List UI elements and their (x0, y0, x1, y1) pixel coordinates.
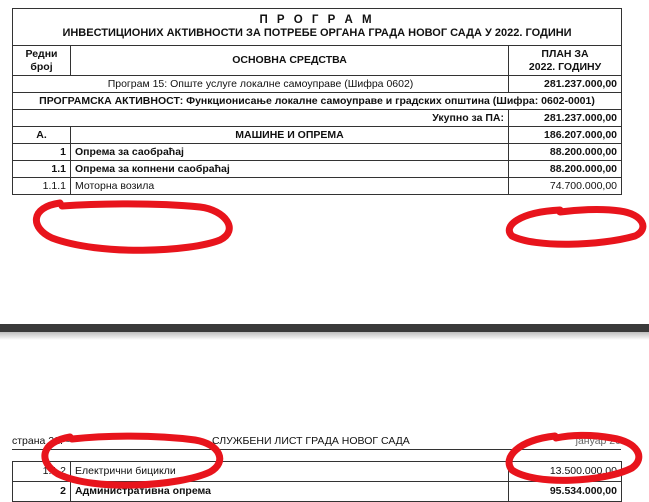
title-line-2: ИНВЕСТИЦИОНИХ АКТИВНОСТИ ЗА ПОТРЕБЕ ОРГАНА ГРАДА НОВОГ САДА У 2022. ГОДИНИ (62, 27, 572, 39)
row-value: 74.700.000,00 (509, 178, 622, 195)
table-row (13, 482, 622, 502)
row-number: 1.1.1 (13, 178, 71, 195)
table-row (13, 127, 622, 144)
total-label: Укупно за ПА: (13, 110, 509, 127)
col-header-number-line2: број (30, 60, 53, 73)
row-value: 186.207.000,00 (509, 127, 622, 144)
page2-header (12, 433, 621, 450)
row-value: 88.200.000,00 (509, 161, 622, 178)
row-number: А. (13, 127, 71, 144)
row-name: Моторна возила (71, 178, 509, 195)
continued-table (12, 461, 622, 502)
row-value: 95.534.000,00 (509, 482, 622, 502)
investment-program-table (12, 8, 622, 195)
total-row (13, 110, 622, 127)
row-name: Електрични бицикли (71, 462, 509, 482)
row-value: 88.200.000,00 (509, 144, 622, 161)
table-row (13, 462, 622, 482)
activity-row (13, 93, 622, 110)
table-row (13, 144, 622, 161)
total-value: 281.237.000,00 (509, 110, 622, 127)
row-value: 13.500.000,00 (509, 462, 622, 482)
page-divider (0, 324, 649, 332)
table-header-row (13, 46, 622, 76)
table-row (13, 161, 622, 178)
row-name: Опрема за копнени саобраћај (71, 161, 509, 178)
table-row (13, 178, 622, 195)
page-divider-shadow (0, 332, 649, 340)
row-number: 1.1.2 (13, 462, 71, 482)
journal-title: СЛУЖБЕНИ ЛИСТ ГРАДА НОВОГ САДА (212, 435, 410, 447)
col-header-plan-line2: 2022. ГОДИНУ (528, 60, 602, 73)
title-line-1: П Р О Г Р А М (259, 14, 375, 26)
page-number: страна 22. – (12, 435, 72, 447)
program-label: Програм 15: Опште услуге локалне самоуправе (Шифра 0602) (13, 76, 509, 93)
row-name: МАШИНЕ И ОПРЕМА (71, 127, 509, 144)
col-header-number (13, 46, 71, 76)
row-name: Административна опрема (71, 482, 509, 502)
row-number: 1.1 (13, 161, 71, 178)
col-header-plan-line1: ПЛАН ЗА (541, 47, 589, 60)
issue-date: јануар 20 (575, 435, 621, 447)
program-title (13, 9, 622, 46)
program-value: 281.237.000,00 (509, 76, 622, 93)
col-header-plan (509, 46, 622, 76)
row-number: 1 (13, 144, 71, 161)
row-name: Опрема за саобраћај (71, 144, 509, 161)
program-row (13, 76, 622, 93)
col-header-name: ОСНОВНА СРЕДСТВА (71, 46, 509, 76)
col-header-number-line1: Редни (25, 47, 58, 60)
row-number: 2 (13, 482, 71, 502)
activity-label: ПРОГРАМСКА АКТИВНОСТ: Функционисање локалне самоуправе и градских општина (Шифра: 0602-0001) (13, 93, 622, 110)
